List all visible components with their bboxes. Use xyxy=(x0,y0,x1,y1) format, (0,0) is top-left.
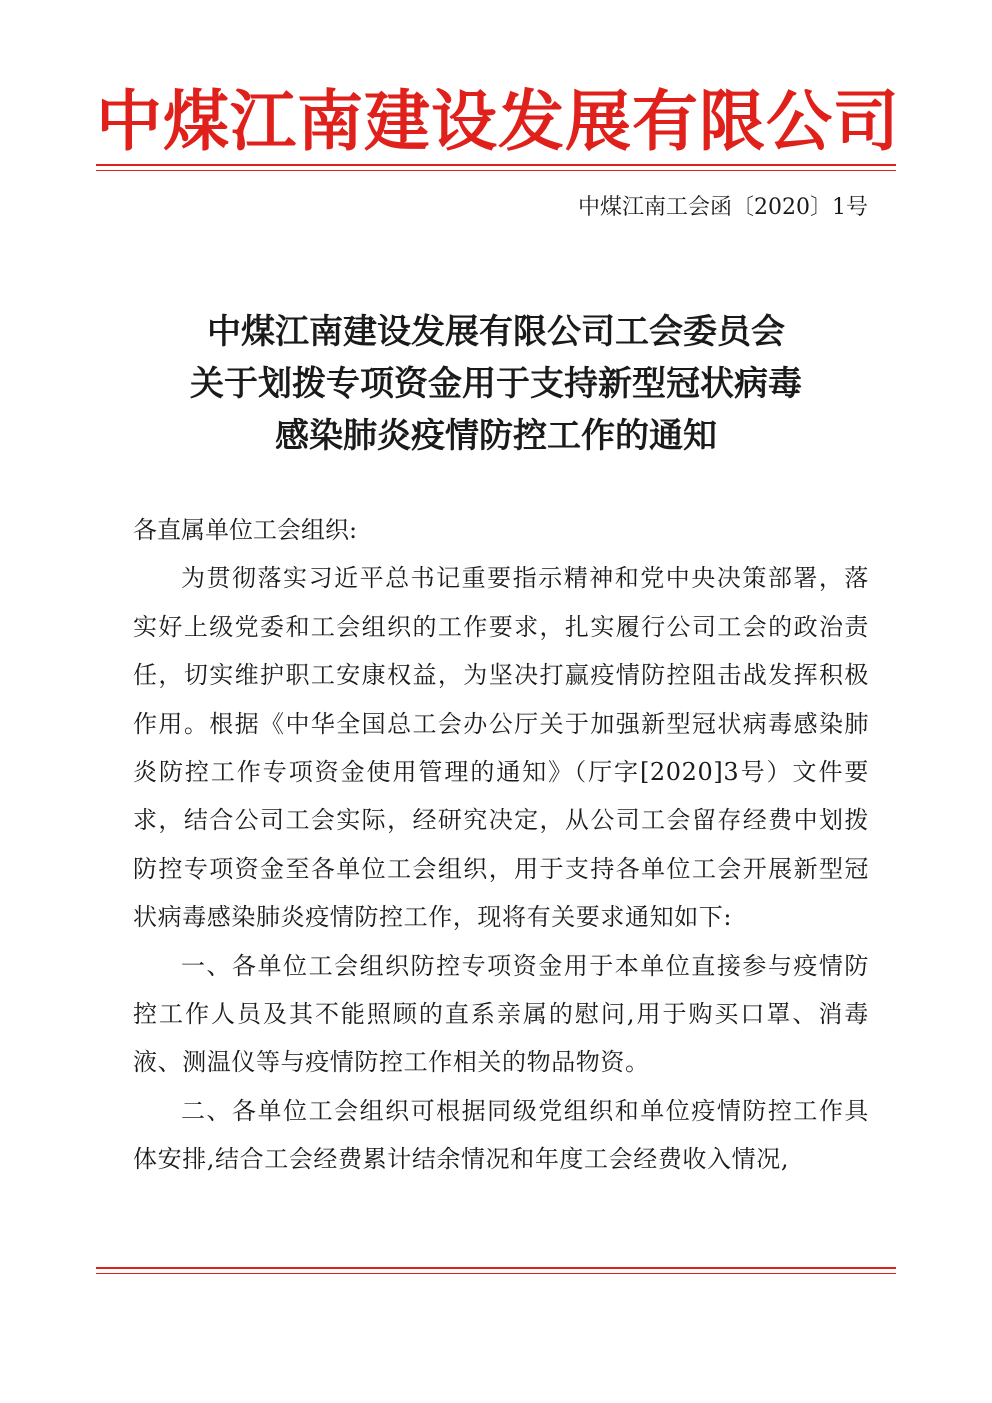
document-number: 中煤江南工会函〔2020〕1号 xyxy=(578,195,868,220)
document-title xyxy=(96,306,896,462)
header-divider-thick xyxy=(96,164,896,166)
body-paragraph-item-1: 一、各单位工会组织防控专项资金用于本单位直接参与疫情防控工作人员及其不能照顾的直系亲属的慰问,用于购买口罩、消毒液、测温仪等与疫情防控工作相关的物品物资。 xyxy=(133,951,869,1077)
header-divider-thin xyxy=(96,170,896,171)
title-line-2: 关于划拨专项资金用于支持新型冠状病毒 xyxy=(190,364,802,404)
document-body xyxy=(133,506,869,1184)
body-paragraph-item-2: 二、各单位工会组织可根据同级党组织和单位疫情防控工作具体安排,结合工会经费累计结余情况和年度工会经费收入情况, xyxy=(133,1096,869,1174)
footer-divider-thick xyxy=(96,1267,896,1269)
salutation: 各直属单位工会组织: xyxy=(133,516,358,544)
title-line-3: 感染肺炎疫情防控工作的通知 xyxy=(275,416,717,456)
body-paragraph-intro: 为贯彻落实习近平总书记重要指示精神和党中央决策部署，落实好上级党委和工会组织的工作要求，扎实履行公司工会的政治责任，切实维护职工安康权益，为坚决打赢疫情防控阻击战发挥积极作用。根据《中华全国总工会办公厅关于加强新型冠状病毒感染肺炎防控工作专项资金使用管理的通知》（厅字[2020]3号）文件要求，结合公司工会实际，经研究决定，从公司工会留存经费中划拨防控专项资金至各单位工会组织，用于支持各单位工会开展新型冠状病毒感染肺炎疫情防控工作，现将有关要求通知如下: xyxy=(133,564,869,932)
masthead-title: 中煤江南建设发展有限公司 xyxy=(96,83,900,160)
title-line-1: 中煤江南建设发展有限公司工会委员会 xyxy=(207,312,785,352)
footer-divider-thin xyxy=(96,1273,896,1274)
